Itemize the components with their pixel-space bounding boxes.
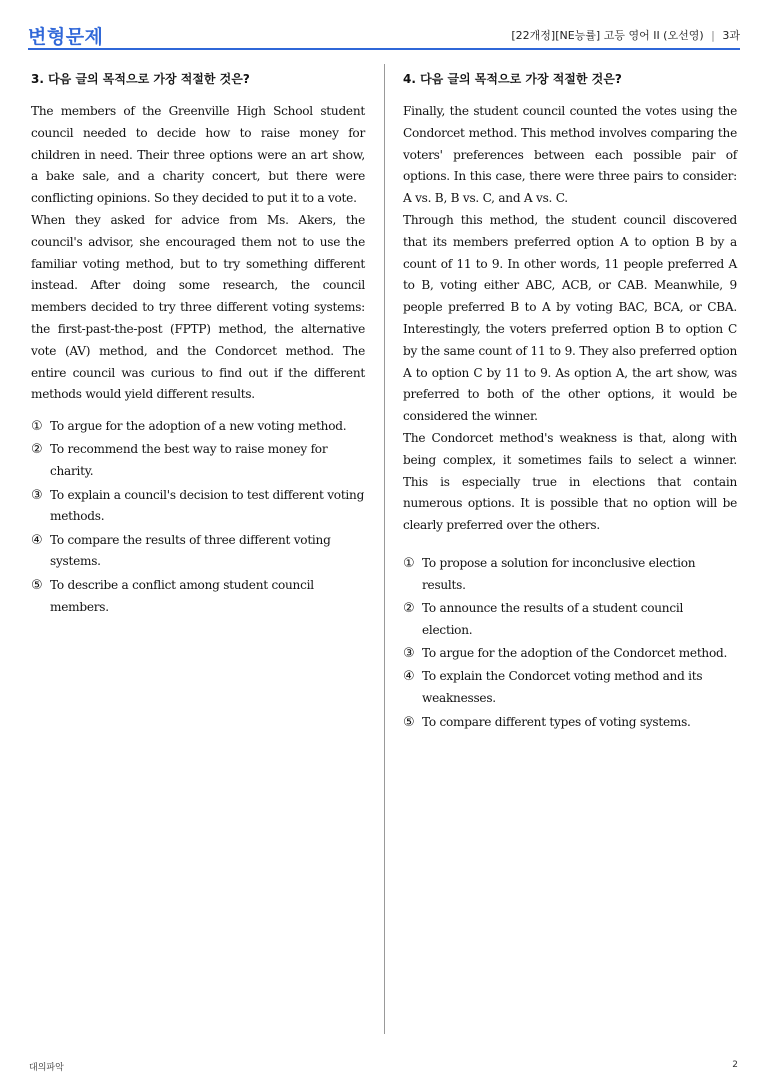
answer-choice[interactable] xyxy=(403,712,737,734)
page-header xyxy=(28,18,740,48)
choice-number: ③ xyxy=(403,646,415,662)
passage-paragraph: The members of the Greenville High School student council needed to decide how to raise money for children in need. Their three options were an art show, a bake sale, and a charity concert, but there were conflicting opinions. So they decided to put it to a vote. xyxy=(31,104,365,206)
answer-choice[interactable] xyxy=(403,553,737,597)
choice-number: ① xyxy=(31,419,43,435)
brand-title: 변형문제 xyxy=(28,26,104,48)
choice-text: To compare different types of voting systems. xyxy=(422,714,691,729)
passage-paragraph: Finally, the student council counted the votes using the Condorcet method. This method involves comparing the voters' preferences between each possible pair of options. In this case, there were three pairs to consider: A vs. B, B vs. C, and A vs. C. xyxy=(403,104,737,206)
answer-choices xyxy=(31,416,365,618)
choice-number: ⑤ xyxy=(31,577,43,593)
choice-text: To explain a council's decision to test different voting methods. xyxy=(50,487,365,524)
question-4 xyxy=(403,70,737,735)
course-title: [22개정][NE능률] 고등 영어 II (오선영) xyxy=(511,29,704,42)
answer-choices xyxy=(403,553,737,733)
header-separator: | xyxy=(711,29,715,42)
answer-choice[interactable] xyxy=(31,530,365,574)
choice-text: To recommend the best way to raise money for charity. xyxy=(50,442,328,479)
lesson-label: 3과 xyxy=(722,29,740,42)
question-3 xyxy=(31,70,365,620)
answer-choice[interactable] xyxy=(31,575,365,619)
passage-paragraph: When they asked for advice from Ms. Akers, the council's advisor, she encouraged them not to use the familiar voting method, but to try something different instead. After doing some research, the council members decided to try three different voting systems: the first-past-the-post (FPTP) method, the alternative vote (AV) method, and the Condorcet method. The entire council was curious to find out if the different methods would yield different results. xyxy=(31,212,365,402)
answer-choice[interactable] xyxy=(31,485,365,529)
passage xyxy=(31,101,365,406)
passage-paragraph: Through this method, the student council discovered that its members preferred option A to option B by a count of 11 to 9. In other words, 11 people preferred A to B, voting either ABC, ACB, or CAB. Meanwhile, 9 people preferred B to A by voting BAC, BCA, or CBA. Interestingly, the voters preferred option B to option C by the same count of 11 to 9. They also preferred option A to option C by 11 to 9. As option A, the art show, was preferred to both of the other options, it would be considered the winner. xyxy=(403,212,737,424)
page-number: 2 xyxy=(732,1060,738,1070)
header-rule xyxy=(28,48,740,50)
choice-text: To argue for the adoption of a new voting method. xyxy=(50,419,347,434)
question-title: 3. 다음 글의 목적으로 가장 적절한 것은? xyxy=(31,72,250,86)
choice-text: To propose a solution for inconclusive election results. xyxy=(422,555,696,592)
column-divider xyxy=(384,64,385,1034)
question-title: 4. 다음 글의 목적으로 가장 적절한 것은? xyxy=(403,72,622,86)
choice-text: To describe a conflict among student council members. xyxy=(50,577,314,614)
answer-choice[interactable] xyxy=(403,666,737,710)
passage-paragraph: The Condorcet method's weakness is that, along with being complex, it sometimes fails to select a winner. This is especially true in elections that contain numerous options. It is possible that no option will be clearly preferred over the others. xyxy=(403,430,737,533)
choice-text: To argue for the adoption of the Condorcet method. xyxy=(422,646,728,661)
choice-number: ④ xyxy=(403,669,415,685)
choice-number: ④ xyxy=(31,532,43,548)
answer-choice[interactable] xyxy=(31,439,365,483)
choice-text: To explain the Condorcet voting method and its weaknesses. xyxy=(422,669,703,706)
header-course-info xyxy=(511,27,740,43)
choice-number: ③ xyxy=(31,487,43,503)
choice-number: ⑤ xyxy=(403,714,415,730)
choice-number: ② xyxy=(31,442,43,458)
choice-text: To compare the results of three different voting systems. xyxy=(50,532,331,569)
choice-number: ② xyxy=(403,601,415,617)
answer-choice[interactable] xyxy=(403,598,737,642)
answer-choice[interactable] xyxy=(31,416,365,438)
choice-number: ① xyxy=(403,555,415,571)
passage xyxy=(403,101,737,537)
footer-publisher: 대의파악 xyxy=(29,1063,64,1073)
choice-text: To announce the results of a student council election. xyxy=(422,601,684,637)
answer-choice[interactable] xyxy=(403,643,737,665)
